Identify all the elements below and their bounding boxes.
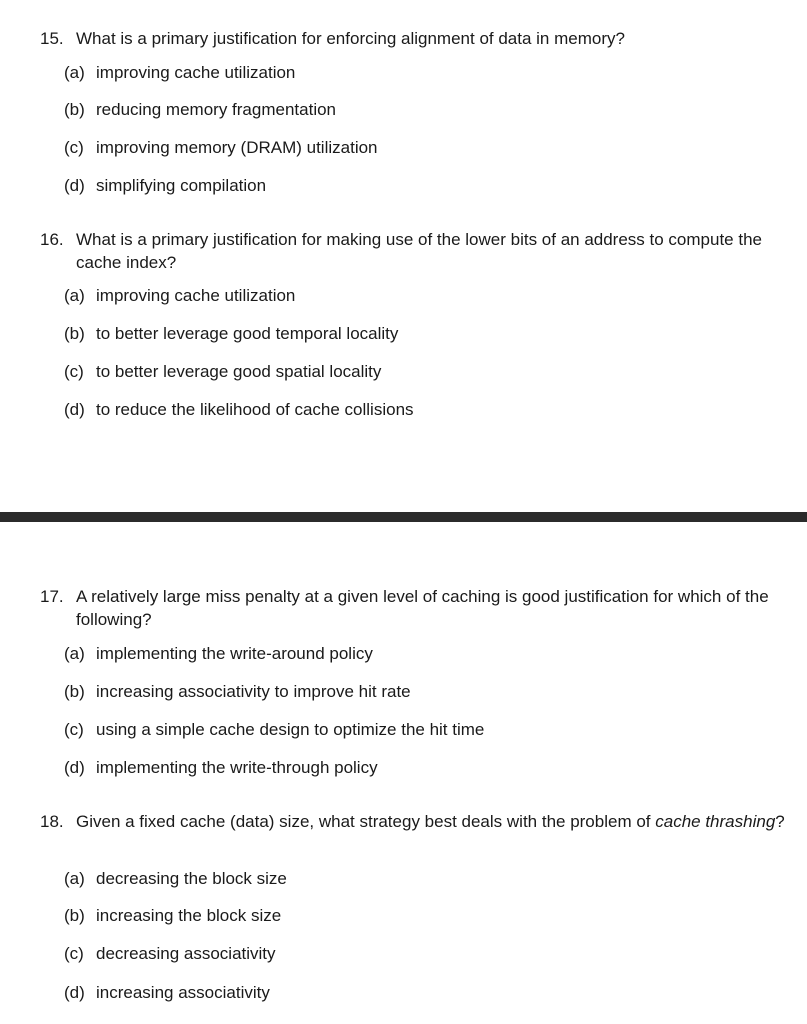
option-c[interactable] <box>64 361 381 383</box>
option-b[interactable] <box>64 99 336 121</box>
question-number: 16. <box>40 230 64 249</box>
option-text: decreasing the block size <box>96 869 287 888</box>
option-a[interactable] <box>64 643 373 665</box>
option-text: simplifying compilation <box>96 176 267 195</box>
option-d[interactable] <box>64 399 414 421</box>
option-letter: (b) <box>64 100 85 119</box>
option-c[interactable] <box>64 719 484 741</box>
question-text: What is a primary justification for making use of the lower bits of an address to compute the cache index? <box>76 230 762 272</box>
option-a[interactable] <box>64 62 295 84</box>
option-text: improving memory (DRAM) utilization <box>96 138 378 157</box>
question-15 <box>40 27 800 195</box>
question-number: 17. <box>40 587 64 606</box>
question-text <box>76 810 800 833</box>
option-d[interactable] <box>64 175 266 197</box>
question-text-main: Given a fixed cache (data) size, what strategy best deals with the problem of <box>76 812 656 831</box>
option-letter: (a) <box>64 644 85 663</box>
option-b[interactable] <box>64 323 398 345</box>
option-letter: (b) <box>64 324 85 343</box>
option-c[interactable] <box>64 137 378 159</box>
question-stem <box>40 228 800 274</box>
question-17 <box>40 585 800 777</box>
question-text: A relatively large miss penalty at a given level of caching is good justification for which of the following? <box>76 587 769 629</box>
option-letter: (c) <box>64 944 84 963</box>
question-text-italic: cache thrashing <box>655 812 776 831</box>
question-number: 18. <box>40 812 64 831</box>
option-a[interactable] <box>64 868 287 890</box>
option-letter: (b) <box>64 682 85 701</box>
option-letter: (d) <box>64 400 85 419</box>
question-number: 15. <box>40 29 64 48</box>
option-letter: (a) <box>64 286 85 305</box>
option-letter: (d) <box>64 176 85 195</box>
option-text: increasing associativity to improve hit rate <box>96 682 411 701</box>
option-text: increasing associativity <box>96 983 270 1002</box>
option-letter: (c) <box>64 362 84 381</box>
option-letter: (a) <box>64 63 85 82</box>
option-letter: (c) <box>64 720 84 739</box>
option-a[interactable] <box>64 285 295 307</box>
option-b[interactable] <box>64 905 281 927</box>
option-c[interactable] <box>64 943 276 965</box>
option-letter: (d) <box>64 758 85 777</box>
option-text: to reduce the likelihood of cache collisions <box>96 400 414 419</box>
option-text: to better leverage good spatial locality <box>96 362 382 381</box>
option-letter: (c) <box>64 138 84 157</box>
question-16 <box>40 228 800 419</box>
question-text: What is a primary justification for enforcing alignment of data in memory? <box>76 29 625 48</box>
option-b[interactable] <box>64 681 411 703</box>
option-letter: (b) <box>64 906 85 925</box>
option-text: improving cache utilization <box>96 286 296 305</box>
option-text: improving cache utilization <box>96 63 296 82</box>
option-text: increasing the block size <box>96 906 282 925</box>
question-stem <box>40 810 800 833</box>
question-stem <box>40 27 800 50</box>
question-text-end: ? <box>775 812 785 831</box>
option-text: implementing the write-through policy <box>96 758 378 777</box>
option-d[interactable] <box>64 982 270 1004</box>
option-text: reducing memory fragmentation <box>96 100 337 119</box>
option-text: decreasing associativity <box>96 944 276 963</box>
option-letter: (d) <box>64 983 85 1002</box>
option-text: implementing the write-around policy <box>96 644 373 663</box>
option-d[interactable] <box>64 757 378 779</box>
question-stem <box>40 585 800 631</box>
option-text: using a simple cache design to optimize the hit time <box>96 720 485 739</box>
question-18 <box>40 810 800 1002</box>
option-text: to better leverage good temporal locality <box>96 324 399 343</box>
page-divider <box>0 512 807 522</box>
option-letter: (a) <box>64 869 85 888</box>
